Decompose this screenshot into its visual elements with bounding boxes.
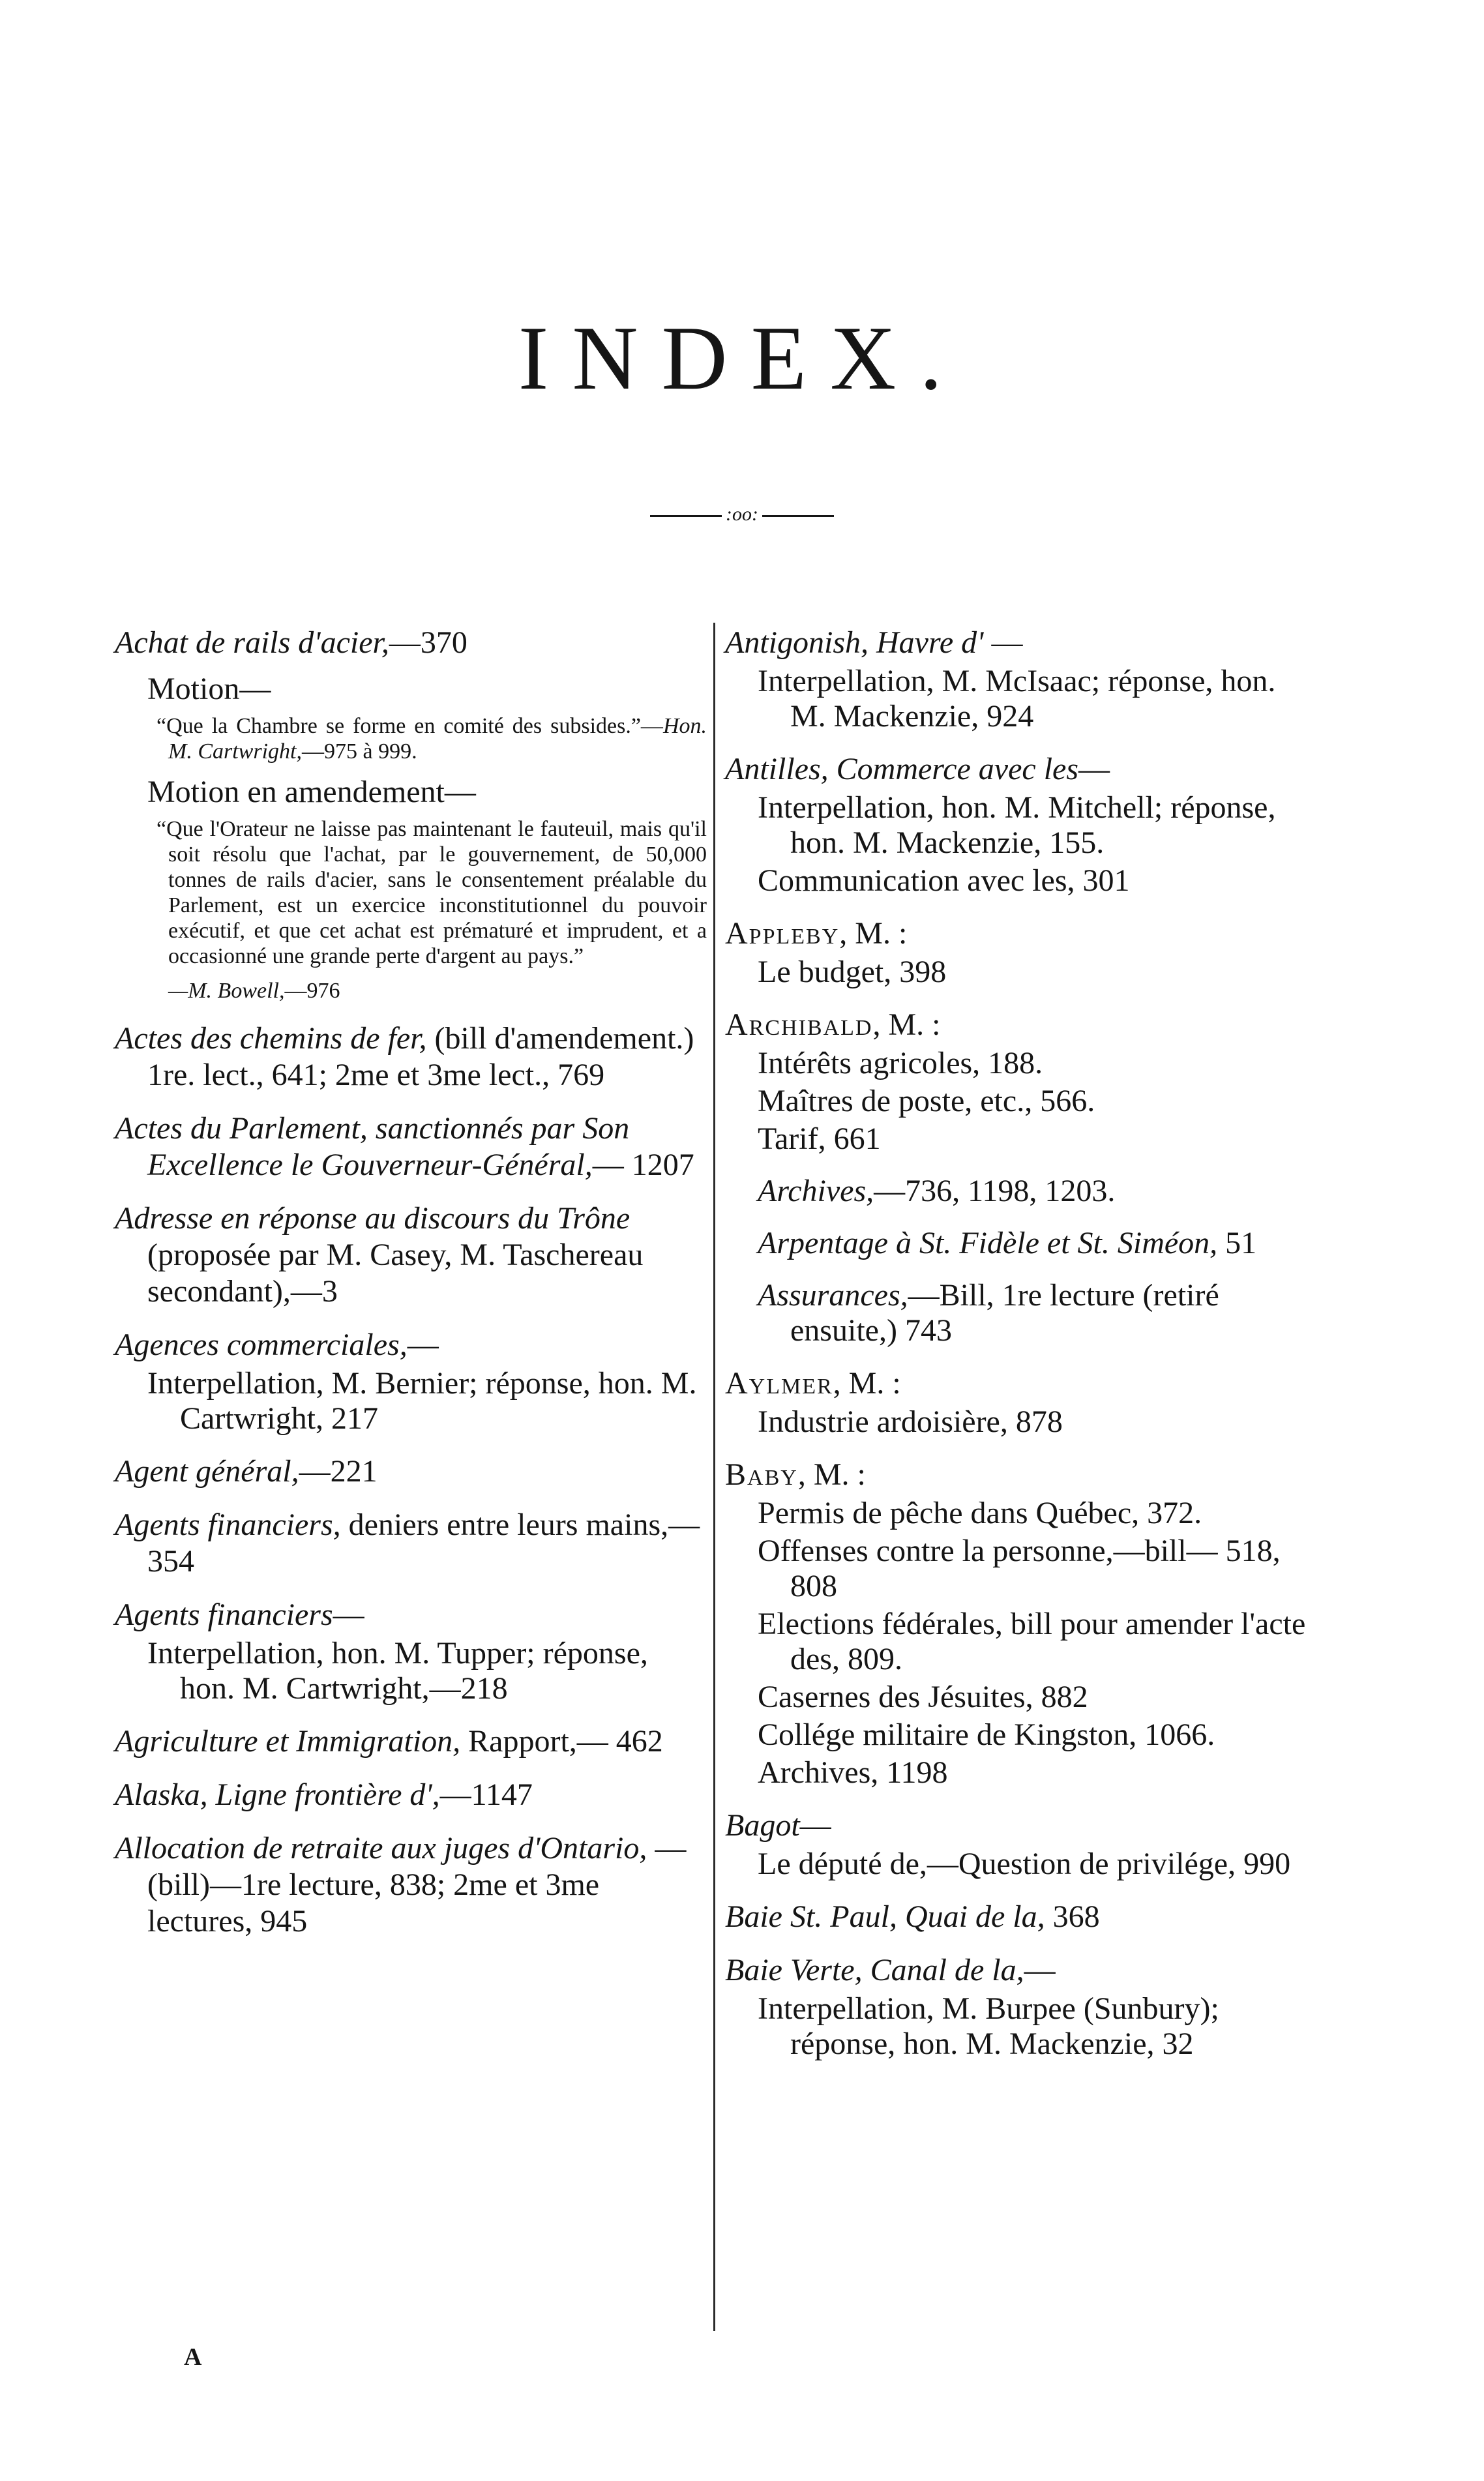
separator-line-right <box>762 515 834 517</box>
entry-heading: Achat de rails d'acier,—370 <box>115 625 467 660</box>
index-entry-aylmer: Aylmer, M. : Industrie ardoisière, 878 <box>725 1365 1312 1440</box>
entry-subitem: Collége militaire de Kingston, 1066. <box>758 1717 1215 1752</box>
index-entry-baie-st-paul: Baie St. Paul, Quai de la, 368 <box>725 1899 1100 1934</box>
index-entry-assurances: Assurances,—Bill, 1re lecture (retiré ensuite,) 743 <box>758 1278 1219 1348</box>
entry-subitem: Maîtres de poste, etc., 566. <box>758 1084 1095 1118</box>
page-title: INDEX. <box>518 308 966 409</box>
index-entry-allocation: Allocation de retraite aux juges d'Ontario, —(bill)—1re lecture, 838; 2me et 3me lectures, 945 <box>115 1831 687 1939</box>
amendment-signature: —M. Bowell,—976 <box>168 979 340 1003</box>
index-entry-agriculture: Agriculture et Immigration, Rapport,— 462 <box>115 1724 663 1759</box>
index-entry-adresse: Adresse en réponse au discours du Trône (proposée par M. Casey, M. Taschereau secondant),—3 <box>115 1201 644 1309</box>
entry-subitem: Communication avec les, 301 <box>758 863 1130 898</box>
motion-label: Motion— <box>147 672 271 706</box>
entry-subitem: Casernes des Jésuites, 882 <box>758 1680 1088 1714</box>
entry-subitem: Interpellation, M. Bernier; réponse, hon. M. Cartwright, 217 <box>147 1366 697 1436</box>
index-entry-achat <box>115 625 707 1003</box>
entry-subitem: Interpellation, hon. M. Tupper; réponse, hon. M. Cartwright,—218 <box>147 1636 648 1706</box>
separator-line-left <box>650 515 722 517</box>
entry-subitem: Archives, 1198 <box>758 1755 948 1790</box>
amendment-quote: “Que l'Orateur ne laisse pas maintenant le fauteuil, mais qu'il soit résolu que l'achat, par le gouvernement, de 50,000 tonnes de rails d'acier, sans le consentement préalable du Parlement, est un exercice inconstitutionnel du pouvoir exécutif, et que cet achat est prématuré et imprudent, et a occasionné une grande perte d'argent au pays.” <box>156 817 707 968</box>
entry-subitem: Interpellation, M. McIsaac; réponse, hon. M. Mackenzie, 924 <box>758 664 1276 734</box>
entry-subitem: Le député de,—Question de privilége, 990 <box>758 1847 1291 1881</box>
separator-ornament: :oo: <box>726 503 758 525</box>
entry-subitem: Interpellation, M. Burpee (Sunbury); réponse, hon. M. Mackenzie, 32 <box>758 1991 1219 2061</box>
entry-subitem: Industrie ardoisière, 878 <box>758 1404 1063 1439</box>
entry-subitem: Interpellation, hon. M. Mitchell; réponse, hon. M. Mackenzie, 155. <box>758 790 1276 860</box>
title-separator <box>0 503 1484 526</box>
index-entry-actes-chemins: Actes des chemins de fer, (bill d'amendement.) 1re. lect., 641; 2me et 3me lect., 769 <box>115 1021 694 1092</box>
index-entry-agents-financiers-2: Agents financiers— Interpellation, hon. M. Tupper; réponse, hon. M. Cartwright,—218 <box>115 1597 707 1706</box>
entry-subitem: Offenses contre la personne,—bill— 518, 808 <box>758 1534 1281 1603</box>
index-entry-arpentage: Arpentage à St. Fidèle et St. Siméon, 51 <box>758 1226 1257 1260</box>
index-entry-antigonish: Antigonish, Havre d' — Interpellation, M. McIsaac; réponse, hon. M. Mackenzie, 924 <box>725 625 1312 734</box>
entry-subitem: Le budget, 398 <box>758 955 947 989</box>
entry-subitem: Intérêts agricoles, 188. <box>758 1046 1043 1080</box>
column-divider <box>713 623 715 2331</box>
index-entry-archives: Archives,—736, 1198, 1203. <box>758 1174 1116 1208</box>
signature-letter: A <box>184 2343 202 2371</box>
index-entry-antilles: Antilles, Commerce avec les— Interpellation, hon. M. Mitchell; réponse, hon. M. Mackenzie, 155. Communication avec les, 301 <box>725 751 1312 899</box>
entry-subitem: Permis de pêche dans Québec, 372. <box>758 1496 1202 1530</box>
motion-quote: “Que la Chambre se forme en comité des subsides.”—Hon. M. Cartwright,—975 à 999. <box>156 714 707 764</box>
index-entry-alaska: Alaska, Ligne frontière d',—1147 <box>115 1777 533 1812</box>
amendment-label: Motion en amendement— <box>147 775 476 809</box>
entry-subitem: Tarif, 661 <box>758 1122 881 1156</box>
index-entry-agents-financiers-1: Agents financiers, deniers entre leurs mains,—354 <box>115 1508 700 1579</box>
index-entry-actes-parlement: Actes du Parlement, sanctionnés par Son Excellence le Gouverneur-Général,— 1207 <box>115 1111 694 1182</box>
index-entry-archibald: Archibald, M. : Intérêts agricoles, 188. Maîtres de poste, etc., 566. Tarif, 661 <box>725 1007 1312 1157</box>
index-entry-bagot: Bagot— Le député de,—Question de privilége, 990 <box>725 1807 1312 1882</box>
index-entry-baie-verte: Baie Verte, Canal de la,— Interpellation, M. Burpee (Sunbury); réponse, hon. M. Mackenzie, 32 <box>725 1952 1312 2062</box>
index-entry-appleby: Appleby, M. : Le budget, 398 <box>725 915 1312 990</box>
left-column <box>115 625 707 1957</box>
entry-subitem: Elections fédérales, bill pour amender l'acte des, 809. <box>758 1607 1306 1676</box>
right-column <box>725 625 1312 2079</box>
index-entry-agences: Agences commerciales,— Interpellation, M. Bernier; réponse, hon. M. Cartwright, 217 <box>115 1327 707 1436</box>
index-entry-baby: Baby, M. : Permis de pêche dans Québec, 372. Offenses contre la personne,—bill— 518, 808 Elections fédérales, bill pour amender l'acte des, 809. Casernes des Jésuites, 882 Collége militaire de Kingston, 1066. Archives, 1198 <box>725 1457 1312 1790</box>
index-entry-agent-general: Agent général,—221 <box>115 1454 378 1489</box>
